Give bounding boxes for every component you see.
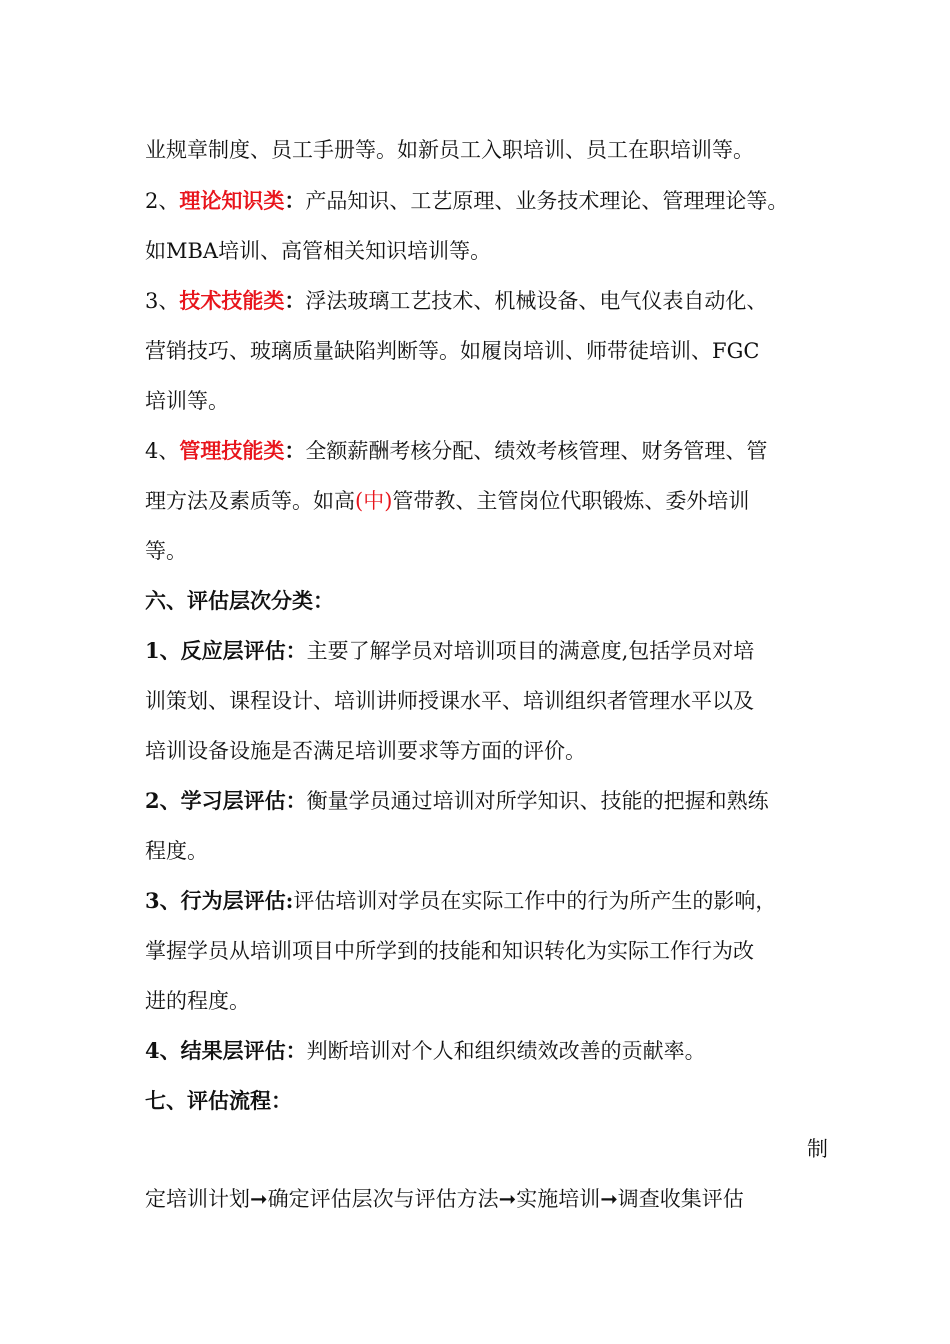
- level-heading: 2、学习层评估：: [145, 788, 307, 813]
- category-management-skills: 4、管理技能类：全额薪酬考核分配、绩效考核管理、财务管理、管: [145, 438, 768, 463]
- process-flow-line: 定培训计划➞确定评估层次与评估方法➞实施培训➞调查收集评估: [145, 1187, 744, 1211]
- paragraph-line: 制: [807, 1137, 828, 1161]
- category-technical-skills: 3、技术技能类：浮法玻璃工艺技术、机械设备、电气仪表自动化、: [145, 288, 768, 313]
- section-heading-evaluation-process: 七、评估流程：: [145, 1088, 292, 1113]
- section-heading-evaluation-levels: 六、评估层次分类：: [145, 588, 334, 613]
- evaluation-level-behavior: 3、行为层评估:评估培训对学员在实际工作中的行为所产生的影响，: [145, 888, 777, 913]
- level-heading: 3、行为层评估:: [145, 888, 294, 913]
- paragraph-line: 培训设备设施是否满足培训要求等方面的评价。: [145, 739, 586, 763]
- category-theory-knowledge: 2、理论知识类：产品知识、工艺原理、业务技术理论、管理理论等。: [145, 188, 789, 213]
- paragraph-line: 业规章制度、员工手册等。如新员工入职培训、员工在职培训等。: [145, 138, 754, 162]
- paragraph-line: 程度。: [145, 839, 208, 863]
- category-heading: 管理技能类: [179, 438, 285, 463]
- paragraph-line: 进的程度。: [145, 989, 250, 1013]
- paragraph-line: 等。: [145, 539, 187, 563]
- category-heading: 理论知识类: [179, 188, 285, 213]
- paragraph-line: 如MBA培训、高管相关知识培训等。: [145, 239, 492, 263]
- paragraph-line: 训策划、课程设计、培训讲师授课水平、培训组织者管理水平以及: [145, 689, 754, 713]
- level-heading: 4、结果层评估：: [145, 1038, 307, 1063]
- category-heading: 技术技能类: [179, 288, 285, 313]
- paragraph-line: 营销技巧、玻璃质量缺陷判断等。如履岗培训、师带徒培训、FGC: [145, 339, 760, 363]
- evaluation-level-results: 4、结果层评估：判断培训对个人和组织绩效改善的贡献率。: [145, 1038, 706, 1063]
- level-heading: 1、反应层评估：: [145, 638, 307, 663]
- highlight-text: (中): [355, 489, 393, 513]
- paragraph-line: 掌握学员从培训项目中所学到的技能和知识转化为实际工作行为改: [145, 939, 754, 963]
- paragraph-line: 理方法及素质等。如高(中)管带教、主管岗位代职锻炼、委外培训: [145, 489, 750, 513]
- paragraph-line: 培训等。: [145, 389, 229, 413]
- evaluation-level-learning: 2、学习层评估：衡量学员通过培训对所学知识、技能的把握和熟练: [145, 788, 769, 813]
- evaluation-level-reaction: 1、反应层评估：主要了解学员对培训项目的满意度,包括学员对培: [145, 638, 755, 663]
